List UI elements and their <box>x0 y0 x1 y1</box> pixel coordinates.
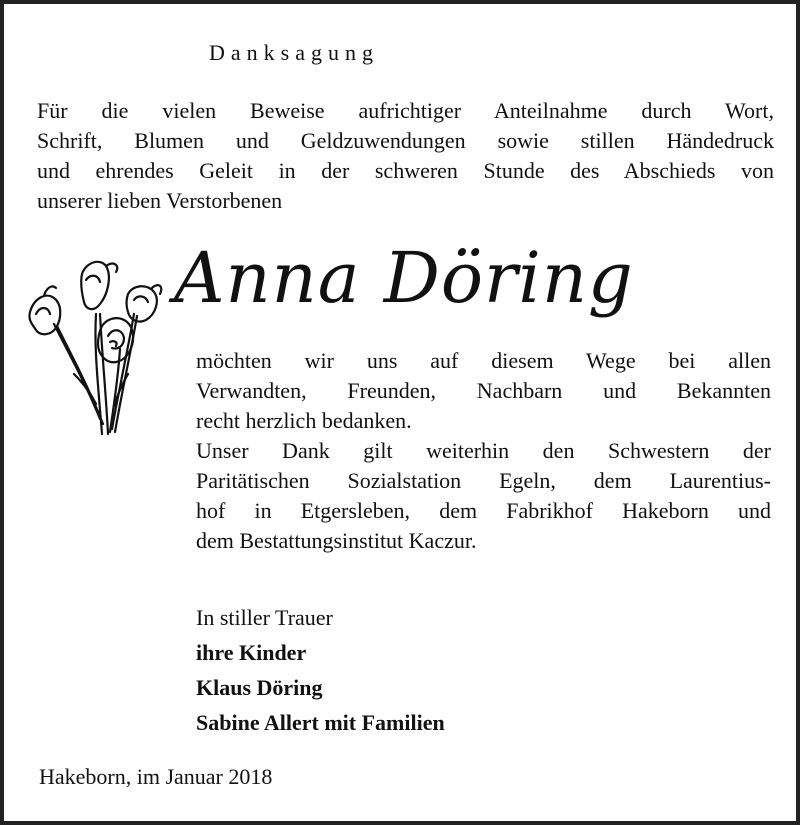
thanks-line: dem Bestattungsinstitut Kaczur. <box>196 528 477 553</box>
thanks-line: Verwandten, Freunden, Nachbarn und Bekannten <box>196 378 771 403</box>
thanks-line: Unser Dank gilt weiterhin den Schwestern der <box>196 438 771 463</box>
thanks-paragraph <box>196 346 771 556</box>
mourner-name: Klaus Döring <box>196 675 323 700</box>
thanks-line: recht herzlich bedanken. <box>196 408 412 433</box>
intro-line: Für die vielen Beweise aufrichtiger Anteilnahme durch Wort, <box>37 98 774 123</box>
notice-heading: Danksagung <box>209 40 379 65</box>
place-date: Hakeborn, im Januar 2018 <box>39 764 273 789</box>
deceased-name: Anna Döring <box>174 237 634 319</box>
signoff-intro: In stiller Trauer <box>196 605 333 630</box>
signoff-block <box>196 600 445 740</box>
intro-line: unserer lieben Verstorbenen <box>37 188 283 213</box>
intro-paragraph <box>37 96 774 216</box>
mourner-name: ihre Kinder <box>196 640 307 665</box>
calla-lily-icon <box>24 254 169 439</box>
intro-line: Schrift, Blumen und Geldzuwendungen sowie stillen Händedruck <box>37 128 774 153</box>
thanks-line: möchten wir uns auf diesem Wege bei allen <box>196 348 771 373</box>
intro-line: und ehrendes Geleit in der schweren Stunde des Abschieds von <box>37 158 774 183</box>
thanks-line: Paritätischen Sozialstation Egeln, dem Laurentius- <box>196 468 771 493</box>
thanks-line: hof in Etgersleben, dem Fabrikhof Hakeborn und <box>196 498 771 523</box>
mourner-name: Sabine Allert mit Familien <box>196 710 445 735</box>
